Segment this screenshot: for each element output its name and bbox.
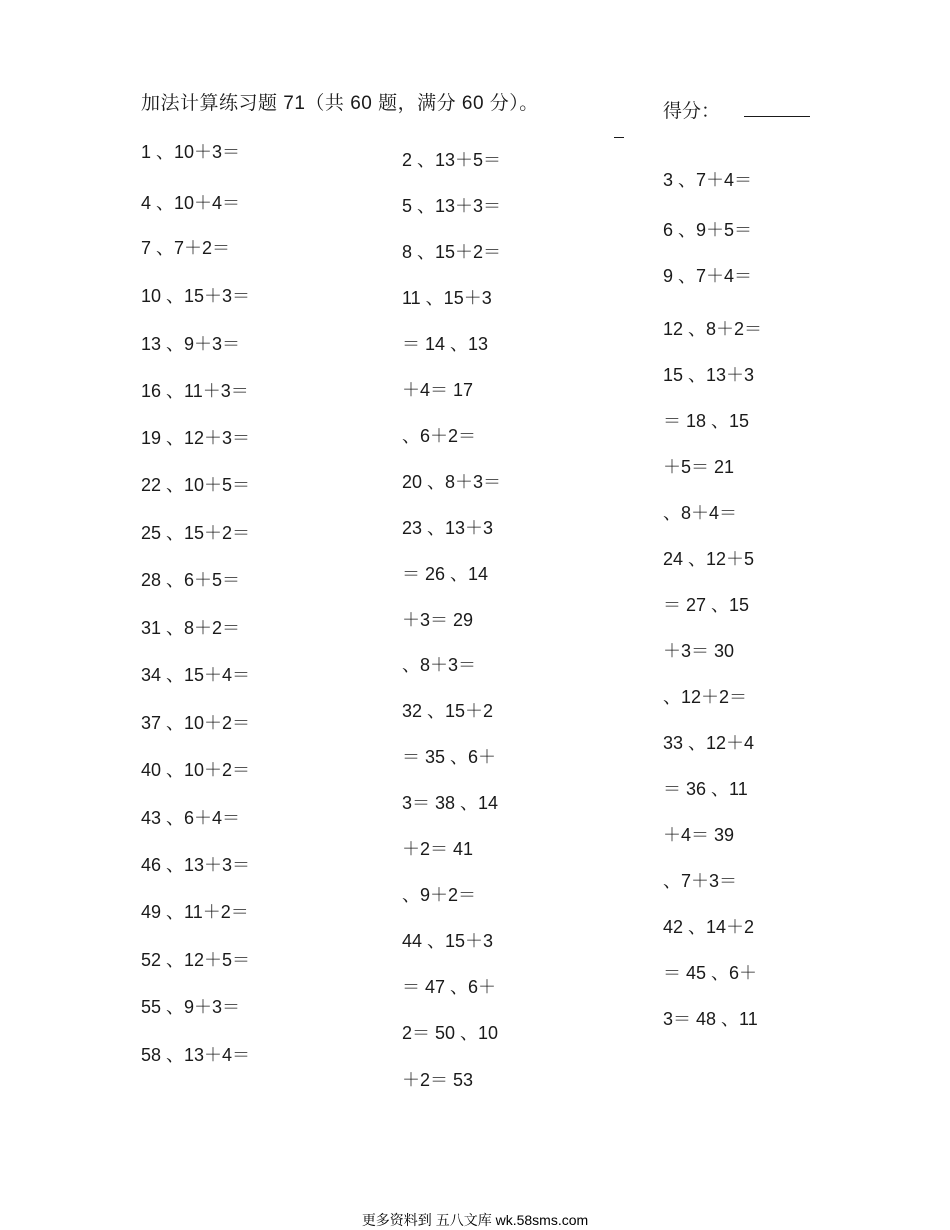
exercise-line: 2 、13＋5＝ (402, 150, 502, 170)
exercise-line: 25 、15＋2＝ (141, 523, 251, 543)
exercise-line: 10 、15＋3＝ (141, 286, 251, 306)
score-blank-line (744, 102, 810, 117)
exercise-line: 3＝ 38 、14 (402, 793, 499, 813)
exercise-line: 、7＋3＝ (663, 871, 738, 891)
exercise-line: 11 、15＋3 (402, 288, 492, 308)
footer-watermark-text: 更多资料到 五八文库 wk.58sms.com (361, 1212, 589, 1228)
exercise-line: 32 、15＋2 (402, 701, 494, 721)
exercise-line: 22 、10＋5＝ (141, 475, 251, 495)
exercise-line: 、8＋3＝ (402, 655, 477, 675)
exercise-line: ＝ 27 、15 (663, 595, 750, 615)
exercise-line: 49 、11＋2＝ (141, 902, 249, 922)
exercise-line: 7 、7＋2＝ (141, 238, 231, 258)
exercise-line: 6 、9＋5＝ (663, 220, 753, 240)
exercise-line: ＝ 26 、14 (402, 564, 489, 584)
exercise-line: 43 、6＋4＝ (141, 808, 241, 828)
exercise-line: ＋2＝ 53 (402, 1070, 474, 1090)
exercise-line: 42 、14＋2 (663, 917, 755, 937)
exercise-line: 12 、8＋2＝ (663, 319, 763, 339)
exercise-line: 、9＋2＝ (402, 885, 477, 905)
exercise-line: 23 、13＋3 (402, 518, 494, 538)
exercise-line: 58 、13＋4＝ (141, 1045, 251, 1065)
exercise-line: 19 、12＋3＝ (141, 428, 251, 448)
exercise-line: 2＝ 50 、10 (402, 1023, 499, 1043)
exercise-line: 16 、11＋3＝ (141, 381, 249, 401)
exercise-line: 3 、7＋4＝ (663, 170, 753, 190)
exercise-line: 20 、8＋3＝ (402, 472, 502, 492)
exercise-line: 、12＋2＝ (663, 687, 748, 707)
exercise-line: 8 、15＋2＝ (402, 242, 502, 262)
score-label: 得分： (663, 101, 721, 122)
exercise-line: 46 、13＋3＝ (141, 855, 251, 875)
exercise-line: 31 、8＋2＝ (141, 618, 241, 638)
exercise-line: ＋4＝ 39 (663, 825, 735, 845)
exercise-line: 3＝ 48 、11 (663, 1009, 758, 1029)
exercise-line: 40 、10＋2＝ (141, 760, 251, 780)
exercise-line: 52 、12＋5＝ (141, 950, 251, 970)
exercise-line: 13 、9＋3＝ (141, 334, 241, 354)
exercise-line: ＝ 47 、6＋ (402, 977, 497, 997)
exercise-line: 、6＋2＝ (402, 426, 477, 446)
exercise-line: ＋3＝ 30 (663, 641, 735, 661)
page-title: 加法计算练习题 71（共 60 题，满分 60 分）。 (141, 93, 539, 114)
exercise-line: ＋3＝ 29 (402, 610, 474, 630)
exercise-line: 33 、12＋4 (663, 733, 755, 753)
exercise-line: ＋2＝ 41 (402, 839, 474, 859)
exercise-line: 5 、13＋3＝ (402, 196, 502, 216)
stray-underline-mark (614, 136, 624, 138)
exercise-line: ＝ 36 、11 (663, 779, 748, 799)
exercise-line: 37 、10＋2＝ (141, 713, 251, 733)
exercise-line: ＝ 18 、15 (663, 411, 750, 431)
exercise-line: 、8＋4＝ (663, 503, 738, 523)
exercise-line: ＝ 45 、6＋ (663, 963, 758, 983)
exercise-line: 34 、15＋4＝ (141, 665, 251, 685)
exercise-line: ＋4＝ 17 (402, 380, 474, 400)
exercise-line: 9 、7＋4＝ (663, 266, 753, 286)
exercise-line: ＋5＝ 21 (663, 457, 735, 477)
exercise-line: ＝ 14 、13 (402, 334, 489, 354)
exercise-line: 4 、10＋4＝ (141, 193, 241, 213)
exercise-line: 28 、6＋5＝ (141, 570, 241, 590)
exercise-line: ＝ 35 、6＋ (402, 747, 497, 767)
exercise-line: 1 、10＋3＝ (141, 142, 241, 162)
exercise-line: 24 、12＋5 (663, 549, 755, 569)
exercise-line: 44 、15＋3 (402, 931, 494, 951)
score-field (663, 96, 810, 123)
exercise-line: 55 、9＋3＝ (141, 997, 241, 1017)
exercise-line: 15 、13＋3 (663, 365, 755, 385)
